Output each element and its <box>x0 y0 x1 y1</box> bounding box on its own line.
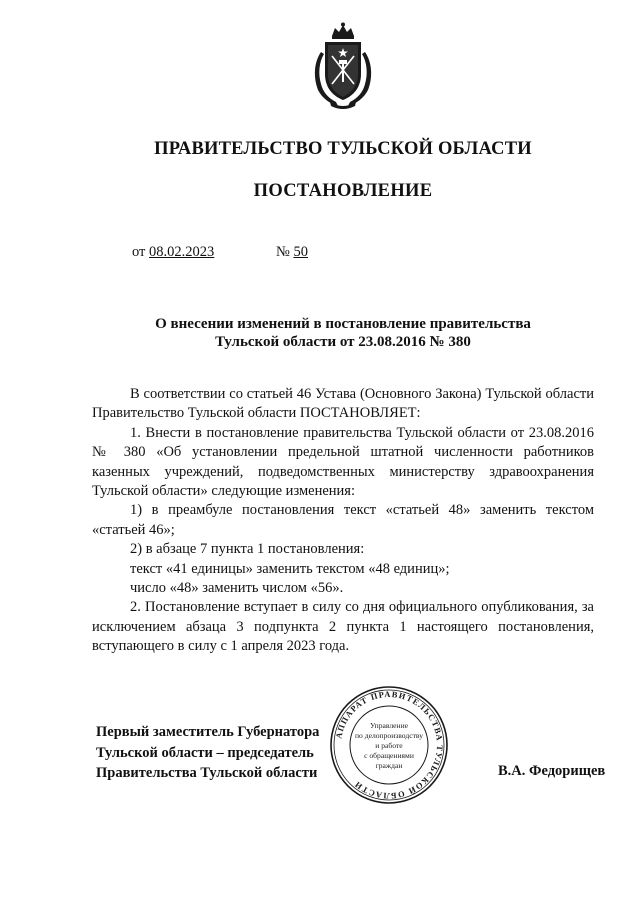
stamp-ring-text: АППАРАТ ПРАВИТЕЛЬСТВА ТУЛЬСКОЙ ОБЛАСТИ <box>334 689 445 801</box>
official-stamp <box>328 684 450 806</box>
paragraph-item-2: 2. Постановление вступает в силу со дня официального опубликования, за исключением абзаца 3 подпункта 2 пункта 1 настоящего постановления, вступающего в силу с 1 апреля 2023 года. <box>92 599 594 655</box>
date-prefix: от <box>132 244 150 260</box>
document-number <box>276 244 308 261</box>
tula-coat-of-arms-icon <box>308 22 378 110</box>
paragraph-item-1: 1. Внести в постановление правительства Тульской области от 23.08.2016 № 380 «Об установлении предельной штатной численности работников казенных учреждений, подведомственных министерству здравоохранения Тульской области» следующие изменения: <box>92 424 594 500</box>
number-value: 50 <box>293 244 308 260</box>
paragraph-subitem-2: 2) в абзаце 7 пункта 1 постановления: <box>130 541 365 558</box>
subject-line-2: Тульской области от 23.08.2016 № 380 <box>215 334 471 350</box>
number-prefix: № <box>276 244 294 260</box>
signatory-name: В.А. Федорищев <box>498 763 606 779</box>
signatory-line-2: Тульской области – председатель <box>96 744 314 761</box>
government-title: ПРАВИТЕЛЬСТВО ТУЛЬСКОЙ ОБЛАСТИ <box>154 139 532 159</box>
document-type: ПОСТАНОВЛЕНИЕ <box>253 181 433 201</box>
signatory-line-3: Правительства Тульской области <box>96 765 318 781</box>
signatory-line-1: Первый заместитель Губернатора <box>96 724 320 740</box>
stamp-line-4: с обращениями <box>364 751 414 760</box>
document-body <box>92 385 594 657</box>
signatory-title <box>96 722 319 784</box>
paragraph-preamble: В соответствии со статьей 46 Устава (Основного Закона) Тульской области Правительство Тульской области ПОСТАНОВЛЯЕТ: <box>92 386 594 422</box>
document-date <box>132 244 214 261</box>
paragraph-subitem-1: 1) в преамбуле постановления текст «статьей 48» заменить текстом «статьей 46»; <box>92 502 594 538</box>
paragraph-subitem-2-number: число «48» заменить числом «56». <box>130 580 344 597</box>
stamp-line-3: и работе <box>375 741 403 750</box>
stamp-line-5: граждан <box>375 761 403 770</box>
stamp-line-2: по делопроизводству <box>354 731 424 740</box>
paragraph-subitem-2-text: текст «41 единицы» заменить текстом «48 единиц»; <box>130 560 450 577</box>
stamp-line-1: Управление <box>369 721 409 730</box>
date-value: 08.02.2023 <box>149 244 215 260</box>
document-subject <box>0 315 640 351</box>
subject-line-1: О внесении изменений в постановление правительства <box>155 316 531 332</box>
